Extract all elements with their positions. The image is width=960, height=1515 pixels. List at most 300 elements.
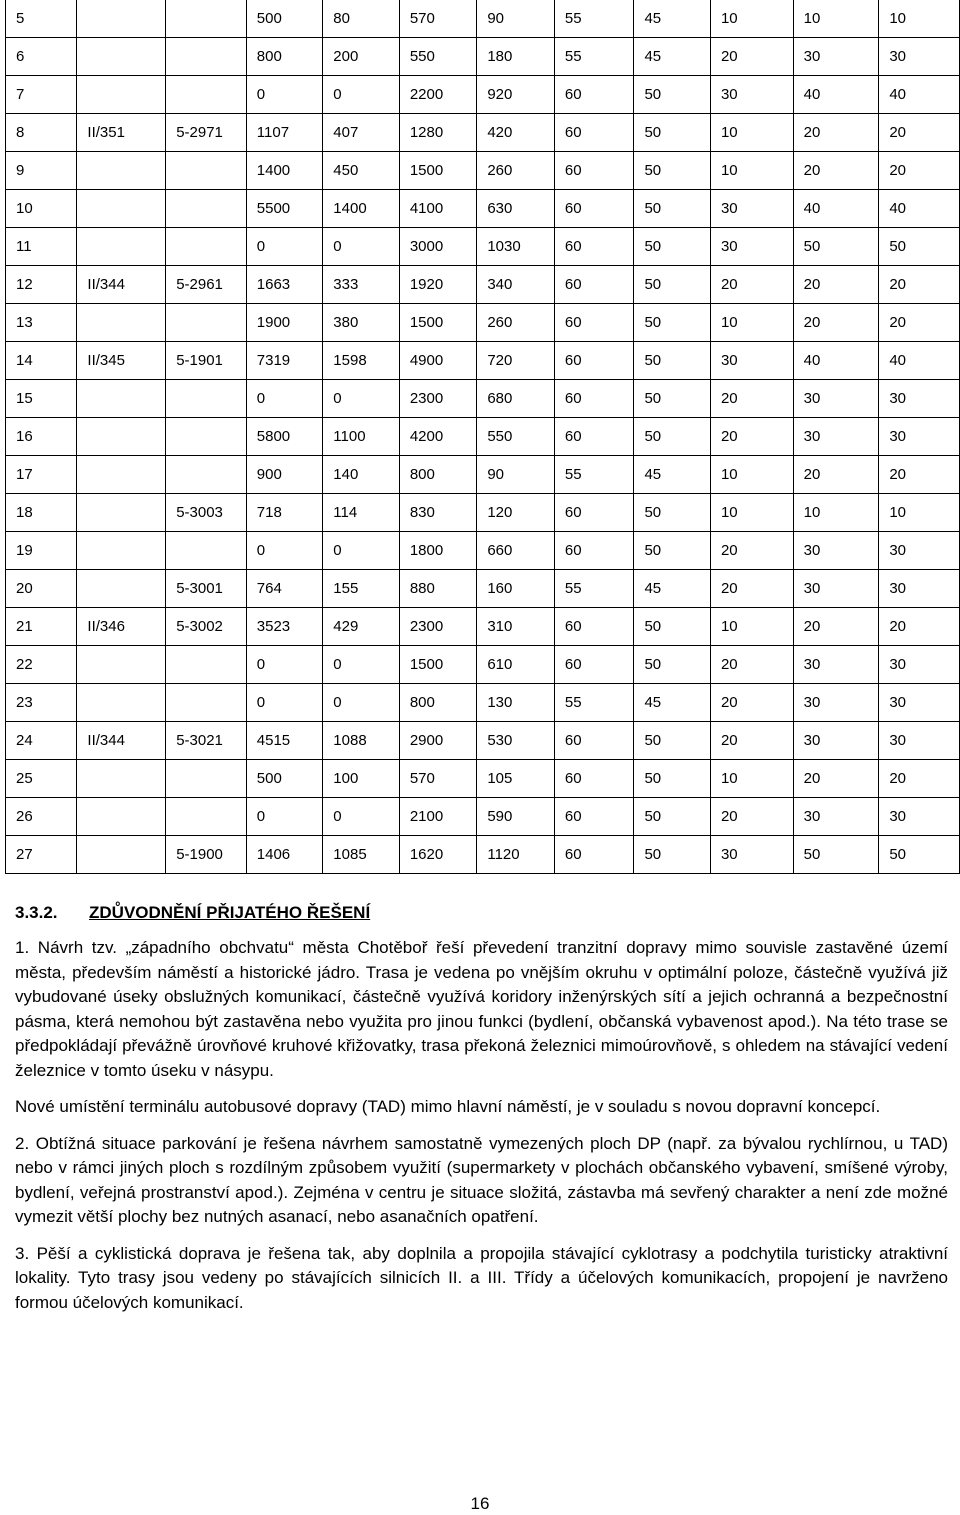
table-cell: 60 [554, 532, 634, 570]
table-cell: 50 [634, 798, 711, 836]
table-row [6, 608, 960, 646]
table-cell: 30 [793, 684, 879, 722]
table-cell: 0 [246, 646, 323, 684]
table-cell: 500 [246, 0, 323, 38]
table-cell: 50 [793, 228, 879, 266]
table-cell [166, 152, 247, 190]
table-cell: 10 [879, 494, 960, 532]
table-cell: 1030 [477, 228, 555, 266]
table-cell [166, 646, 247, 684]
table-cell: 920 [477, 76, 555, 114]
table-cell: 10 [710, 114, 793, 152]
table-cell: 30 [793, 532, 879, 570]
table-cell: 40 [793, 342, 879, 380]
table-cell: 30 [793, 646, 879, 684]
table-cell: 20 [879, 304, 960, 342]
table-row [6, 760, 960, 798]
table-cell: 55 [554, 684, 634, 722]
table-cell: 590 [477, 798, 555, 836]
table-cell: 45 [634, 570, 711, 608]
table-cell [166, 380, 247, 418]
table-cell: 80 [323, 0, 400, 38]
table-cell: 24 [6, 722, 77, 760]
table-cell: 20 [710, 418, 793, 456]
table-cell: 0 [246, 798, 323, 836]
table-cell: 155 [323, 570, 400, 608]
table-cell: 60 [554, 608, 634, 646]
table-cell: 7 [6, 76, 77, 114]
table-cell: 0 [246, 532, 323, 570]
table-cell [77, 380, 166, 418]
table-cell: 5-2961 [166, 266, 247, 304]
table-row [6, 342, 960, 380]
table-cell [166, 190, 247, 228]
table-cell [77, 38, 166, 76]
table-cell: 30 [793, 38, 879, 76]
table-cell [166, 0, 247, 38]
table-cell: 0 [246, 76, 323, 114]
table-cell: 60 [554, 418, 634, 456]
table-cell: 30 [710, 228, 793, 266]
table-cell: 530 [477, 722, 555, 760]
table-cell: 30 [879, 532, 960, 570]
table-cell: 1088 [323, 722, 400, 760]
table-cell: 20 [710, 684, 793, 722]
table-cell: 20 [879, 456, 960, 494]
table-cell: 30 [793, 418, 879, 456]
table-cell: 429 [323, 608, 400, 646]
table-row [6, 532, 960, 570]
table-cell: 0 [323, 380, 400, 418]
table-cell: 10 [710, 494, 793, 532]
table-cell: 5-2971 [166, 114, 247, 152]
section-number: 3.3.2. [15, 903, 58, 922]
table-cell: 50 [634, 760, 711, 798]
paragraph-bus-terminal: Nové umístění terminálu autobusové dopravy (TAD) mimo hlavní náměstí, je v souladu s novou dopravní koncepcí. [15, 1097, 881, 1116]
table-cell: 20 [710, 266, 793, 304]
table-cell: 50 [879, 836, 960, 874]
table-cell [77, 836, 166, 874]
table-cell: 2200 [399, 76, 477, 114]
table-cell: 1620 [399, 836, 477, 874]
table-cell: 50 [634, 380, 711, 418]
table-cell: 5-1901 [166, 342, 247, 380]
table-cell: 20 [710, 38, 793, 76]
table-cell: 2900 [399, 722, 477, 760]
table-cell: 180 [477, 38, 555, 76]
table-cell: 5-3002 [166, 608, 247, 646]
table-cell: 20 [710, 570, 793, 608]
table-cell: 0 [323, 646, 400, 684]
table-cell: 30 [710, 342, 793, 380]
table-cell: 18 [6, 494, 77, 532]
table-cell: 680 [477, 380, 555, 418]
table-cell: 50 [634, 152, 711, 190]
table-cell: 19 [6, 532, 77, 570]
table-cell: 718 [246, 494, 323, 532]
table-cell: 50 [634, 266, 711, 304]
table-cell: 30 [793, 380, 879, 418]
table-cell [166, 38, 247, 76]
table-row [6, 494, 960, 532]
table-cell: 570 [399, 0, 477, 38]
table-cell: 13 [6, 304, 77, 342]
table-row [6, 38, 960, 76]
table-cell: 160 [477, 570, 555, 608]
table-cell: 30 [879, 418, 960, 456]
table-cell: 60 [554, 760, 634, 798]
table-cell: 450 [323, 152, 400, 190]
table-cell: 5-3021 [166, 722, 247, 760]
table-cell [166, 684, 247, 722]
table-cell: 2300 [399, 380, 477, 418]
table-cell: 50 [634, 228, 711, 266]
table-cell: 55 [554, 570, 634, 608]
table-cell: 1500 [399, 152, 477, 190]
table-cell: 60 [554, 152, 634, 190]
table-cell: 1085 [323, 836, 400, 874]
table-cell: 20 [710, 646, 793, 684]
table-cell: 0 [323, 228, 400, 266]
table-cell: 3000 [399, 228, 477, 266]
table-cell: 10 [793, 0, 879, 38]
table-cell: 55 [554, 0, 634, 38]
table-cell: 30 [710, 76, 793, 114]
table-cell [77, 532, 166, 570]
table-cell: 60 [554, 304, 634, 342]
table-cell: 60 [554, 646, 634, 684]
table-cell: 100 [323, 760, 400, 798]
table-cell: 50 [634, 646, 711, 684]
table-cell: 15 [6, 380, 77, 418]
table-cell: 25 [6, 760, 77, 798]
table-body [6, 0, 960, 874]
table-cell: 20 [793, 114, 879, 152]
table-cell: 0 [246, 380, 323, 418]
table-row [6, 190, 960, 228]
table-cell: 30 [793, 570, 879, 608]
table-cell: 60 [554, 76, 634, 114]
table-cell: 20 [710, 798, 793, 836]
table-cell: 380 [323, 304, 400, 342]
table-cell: 20 [793, 608, 879, 646]
table-cell: 7319 [246, 342, 323, 380]
table-cell: 550 [399, 38, 477, 76]
table-cell [77, 304, 166, 342]
table-cell: 3523 [246, 608, 323, 646]
table-cell: 60 [554, 266, 634, 304]
table-cell [77, 798, 166, 836]
table-cell: 21 [6, 608, 77, 646]
content-area [15, 902, 948, 1327]
table-cell: 50 [634, 494, 711, 532]
table-cell: 90 [477, 0, 555, 38]
table-cell: 20 [879, 114, 960, 152]
table-cell: 830 [399, 494, 477, 532]
table-cell: 30 [793, 798, 879, 836]
table-cell: 610 [477, 646, 555, 684]
table-cell: 1100 [323, 418, 400, 456]
table-cell: 17 [6, 456, 77, 494]
table-cell: 10 [793, 494, 879, 532]
table-row [6, 798, 960, 836]
table-cell: 50 [793, 836, 879, 874]
table-cell: 60 [554, 228, 634, 266]
table-cell: II/344 [77, 722, 166, 760]
table-cell: 500 [246, 760, 323, 798]
table-cell: 1500 [399, 304, 477, 342]
section-title: ZDŮVODNĚNÍ PŘIJATÉHO ŘEŠENÍ [89, 903, 371, 922]
table-cell: 60 [554, 722, 634, 760]
table-cell: 0 [246, 684, 323, 722]
paragraph-bypass: 1. Návrh tzv. „západního obchvatu“ města Chotěboř řeší převedení tranzitní dopravy mimo souvisle zastavěné území města, především náměstí a historické jádro. Trasa je vedena po vnějším okruhu v optimální poloze, částečně využívá již vybudované úseky obslužných komunikací, částečně využívá koridory inženýrských sítí a jejich ochranná a bezpečnostní pásma, která nemohou být zastavěna nebo využita pro jinou funkci (bydlení, občanská vybavenost apod.). Na této trase se předpokládají převážně úrovňové kruhové křižovatky, trasa překoná železnici mimoúrovňově, s ohledem na stávající vedení železnice v tomto úseku v násypu. [15, 938, 948, 1080]
table-cell: 10 [710, 304, 793, 342]
table-cell: 10 [6, 190, 77, 228]
table-cell [77, 456, 166, 494]
table-cell: 30 [879, 684, 960, 722]
table-cell: 60 [554, 114, 634, 152]
table-cell [166, 228, 247, 266]
table-cell [77, 684, 166, 722]
table-cell: 23 [6, 684, 77, 722]
table-cell: 20 [710, 532, 793, 570]
table-cell: 5-1900 [166, 836, 247, 874]
table-cell: 30 [879, 798, 960, 836]
table-cell: 30 [879, 380, 960, 418]
table-cell: 50 [634, 418, 711, 456]
table-cell: 764 [246, 570, 323, 608]
table-cell: 60 [554, 494, 634, 532]
table-cell: 20 [879, 760, 960, 798]
table-cell: 10 [710, 0, 793, 38]
table-cell: 60 [554, 190, 634, 228]
table-cell: 20 [879, 266, 960, 304]
table-row [6, 570, 960, 608]
table-cell: 30 [710, 190, 793, 228]
table-cell: 20 [793, 152, 879, 190]
table-cell: 570 [399, 760, 477, 798]
table-cell: 420 [477, 114, 555, 152]
table-cell: 5800 [246, 418, 323, 456]
table-cell: 10 [879, 0, 960, 38]
table-cell [166, 532, 247, 570]
table-cell: 50 [634, 608, 711, 646]
table-cell [77, 494, 166, 532]
table-cell: 5-3003 [166, 494, 247, 532]
table-cell: 4100 [399, 190, 477, 228]
table-cell: 105 [477, 760, 555, 798]
table-cell: 880 [399, 570, 477, 608]
table-cell: 50 [634, 304, 711, 342]
table-cell: 45 [634, 38, 711, 76]
paragraph-parking: 2. Obtížná situace parkování je řešena návrhem samostatně vymezených ploch DP (např. za bývalou rychlírnou, u TAD) nebo v rámci jiných ploch s rozdílným způsobem využití (supermarkety v plochách občanského vybavení, smíšené výroby, bydlení, veřejná prostranství apod.). Zejména v centru je situace složitá, zástavba má sevřený charakter a není zde možné vymezit větší plochy bez nutných asanací, nebo asanačních opatření. [15, 1133, 948, 1226]
table-cell: 4515 [246, 722, 323, 760]
table-cell: 260 [477, 304, 555, 342]
table-row [6, 114, 960, 152]
table-cell: 20 [6, 570, 77, 608]
table-cell [77, 190, 166, 228]
table-cell: 40 [793, 76, 879, 114]
table-cell: 45 [634, 684, 711, 722]
table-cell: 1800 [399, 532, 477, 570]
table-cell: 30 [879, 38, 960, 76]
table-row [6, 722, 960, 760]
table-cell: 260 [477, 152, 555, 190]
table-cell: 55 [554, 456, 634, 494]
table-cell: 50 [879, 228, 960, 266]
table-row [6, 76, 960, 114]
table-cell: 407 [323, 114, 400, 152]
table-cell: 130 [477, 684, 555, 722]
table-cell: 50 [634, 190, 711, 228]
table-cell: 55 [554, 38, 634, 76]
table-cell: 16 [6, 418, 77, 456]
table-cell: 26 [6, 798, 77, 836]
table-cell: 22 [6, 646, 77, 684]
table-cell: 4200 [399, 418, 477, 456]
table-cell: 60 [554, 798, 634, 836]
table-row [6, 380, 960, 418]
table-cell: 20 [793, 266, 879, 304]
table-cell: 120 [477, 494, 555, 532]
table-cell: 114 [323, 494, 400, 532]
table-cell: 0 [323, 532, 400, 570]
table-cell: 9 [6, 152, 77, 190]
table-cell: 5500 [246, 190, 323, 228]
table-cell [166, 456, 247, 494]
table-cell: 200 [323, 38, 400, 76]
table-cell: 340 [477, 266, 555, 304]
table-row [6, 304, 960, 342]
traffic-volume-table [5, 0, 960, 874]
table-cell: 30 [879, 570, 960, 608]
table-cell [166, 304, 247, 342]
table-cell: 30 [710, 836, 793, 874]
table-cell: 0 [323, 76, 400, 114]
table-cell: 20 [793, 456, 879, 494]
table-cell: 60 [554, 836, 634, 874]
table-cell: 900 [246, 456, 323, 494]
table-cell: 630 [477, 190, 555, 228]
table-cell [77, 228, 166, 266]
table-cell: 30 [879, 646, 960, 684]
table-cell [77, 570, 166, 608]
table-cell: 5-3001 [166, 570, 247, 608]
table-cell: 27 [6, 836, 77, 874]
paragraph-pedestrian-cycling: 3. Pěší a cyklistická doprava je řešena tak, aby doplnila a propojila stávající cyklotrasy a podchytila turisticky atraktivní lokality. Tyto trasy jsou vedeny po stávajících silnicích II. a III. Třídy a účelových komunikacích, propojení je navrženo formou účelových komunikací. [15, 1243, 948, 1312]
table-cell: 30 [793, 722, 879, 760]
table-cell: 0 [246, 228, 323, 266]
table-cell: 45 [634, 0, 711, 38]
table-row [6, 456, 960, 494]
table-cell: 1500 [399, 646, 477, 684]
table-cell: 40 [793, 190, 879, 228]
table-cell: 10 [710, 456, 793, 494]
table-cell: 12 [6, 266, 77, 304]
table-cell: 60 [554, 380, 634, 418]
table-cell: II/344 [77, 266, 166, 304]
table-cell: 720 [477, 342, 555, 380]
table-cell: 800 [399, 684, 477, 722]
table-cell: 50 [634, 76, 711, 114]
table-cell: 10 [710, 152, 793, 190]
table-cell: 2100 [399, 798, 477, 836]
table-cell: 50 [634, 836, 711, 874]
section-heading [15, 902, 948, 924]
table-cell: 50 [634, 532, 711, 570]
table-cell: 40 [879, 190, 960, 228]
table-cell: II/346 [77, 608, 166, 646]
table-cell: 1400 [323, 190, 400, 228]
table-cell: 10 [710, 760, 793, 798]
table-row [6, 266, 960, 304]
table-cell: 8 [6, 114, 77, 152]
table-cell [77, 418, 166, 456]
table-cell: II/351 [77, 114, 166, 152]
table-cell: 1598 [323, 342, 400, 380]
table-cell [166, 418, 247, 456]
page-number: 16 [470, 1494, 490, 1513]
table-cell: 6 [6, 38, 77, 76]
table-cell: 30 [879, 722, 960, 760]
table-cell [77, 760, 166, 798]
table-cell: 1900 [246, 304, 323, 342]
table-cell: 50 [634, 342, 711, 380]
table-cell: 50 [634, 722, 711, 760]
table-cell [77, 646, 166, 684]
table-cell [166, 76, 247, 114]
table-cell: 20 [879, 608, 960, 646]
table-cell: 0 [323, 684, 400, 722]
table-row [6, 152, 960, 190]
table-cell: 20 [710, 722, 793, 760]
table-cell: 45 [634, 456, 711, 494]
table-cell: 550 [477, 418, 555, 456]
table-cell: 333 [323, 266, 400, 304]
table-cell: 20 [793, 760, 879, 798]
table-cell: 40 [879, 342, 960, 380]
table-cell: 50 [634, 114, 711, 152]
table-cell: 1406 [246, 836, 323, 874]
table-row [6, 0, 960, 38]
table-cell [77, 152, 166, 190]
table-cell [166, 760, 247, 798]
table-cell: 4900 [399, 342, 477, 380]
table-cell: 310 [477, 608, 555, 646]
table-cell [77, 0, 166, 38]
table-cell: 1120 [477, 836, 555, 874]
table-cell: 60 [554, 342, 634, 380]
table-cell: 800 [399, 456, 477, 494]
table-row [6, 228, 960, 266]
table-cell: II/345 [77, 342, 166, 380]
table-cell: 1107 [246, 114, 323, 152]
table-cell: 14 [6, 342, 77, 380]
table-cell: 90 [477, 456, 555, 494]
table-cell: 1663 [246, 266, 323, 304]
table-cell: 20 [879, 152, 960, 190]
table-cell: 20 [793, 304, 879, 342]
table-cell: 5 [6, 0, 77, 38]
table-cell: 40 [879, 76, 960, 114]
table-cell: 1280 [399, 114, 477, 152]
table-row [6, 836, 960, 874]
table-cell: 10 [710, 608, 793, 646]
table-cell: 1400 [246, 152, 323, 190]
table-row [6, 418, 960, 456]
table-cell: 0 [323, 798, 400, 836]
table-cell: 2300 [399, 608, 477, 646]
